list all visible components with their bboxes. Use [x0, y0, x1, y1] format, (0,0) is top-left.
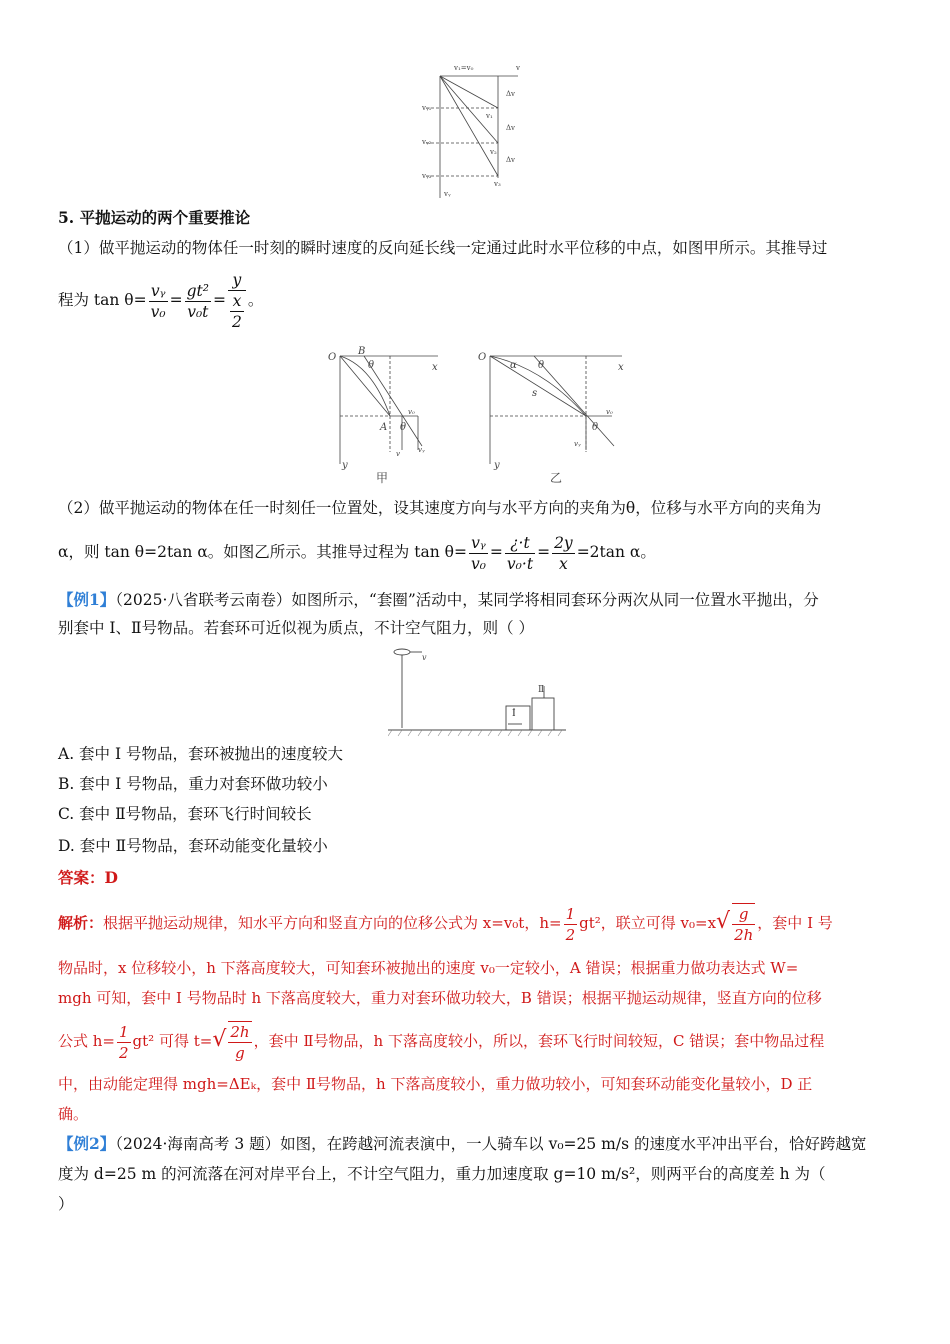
analysis-line6: 确。 [58, 1105, 89, 1123]
label-v2: v₂ [490, 148, 497, 156]
option-b: B. 套中 Ⅰ 号物品，重力对套环做功较小 [58, 775, 328, 793]
svg-text:θ: θ [538, 360, 545, 371]
example1-line2: 别套中 Ⅰ、Ⅱ号物品。若套环可近似视为质点，不计空气阻力，则（ ） [58, 619, 535, 637]
example1-tag: 【例1】 [58, 590, 116, 609]
frac-vy-v0: $\frac{\text{vᵧ}}{\text{v₀}}$ [150, 281, 166, 321]
fig-v-label: v [422, 653, 427, 662]
analysis-line4: 公式 h= $\frac{1}{2}$ gt² 可得 t=√ $\frac{2h}{g}$ ，套中 Ⅱ号物品，h 下落高度较小，所以，套环飞行时间较短，C 错误；套中物品过程 [58, 1022, 825, 1062]
analysis-line3: mgh 可知，套中 Ⅰ 号物品时 h 下落高度较大，重力对套环做功较大，B 错误；根据平抛运动规律，竖直方向的位移 [58, 989, 822, 1007]
label-v: v [516, 64, 520, 72]
svg-text:v₀: v₀ [606, 408, 613, 416]
p2-line1: （2）做平抛运动的物体在任一时刻任一位置处，设其速度方向与水平方向的夹角为θ，位移与水平方向的夹角为 [58, 499, 822, 517]
example1-line1: 【例1】（2025·八省联考云南卷）如图所示，“套圈”活动中，某同学将相同套环分两次从同一位置水平抛出，分 [58, 590, 819, 609]
svg-text:y: y [342, 460, 348, 471]
svg-text:A: A [380, 422, 388, 433]
fig-item-I-label: Ⅰ [512, 709, 516, 719]
option-c: C. 套中 Ⅱ号物品，套环飞行时间较长 [58, 805, 312, 823]
svg-text:x: x [432, 362, 438, 373]
option-a: A. 套中 Ⅰ 号物品，套环被抛出的速度较大 [58, 745, 344, 763]
label-v3: v₃ [494, 180, 501, 188]
analysis-sqrt-g-2h: $\frac{g}{2h}$ [734, 905, 754, 944]
label-v1-v0: v₁=v₀ [454, 64, 474, 72]
label-v1: v₁ [486, 112, 493, 120]
section-title: 5. 平抛运动的两个重要推论 [58, 208, 251, 227]
analysis-line1: 解析：根据平抛运动规律，知水平方向和竖直方向的位移公式为 x=v₀t，h= $\frac{1}{2}$ gt²，联立可得 v₀=x√ $\frac{g}{2h}$ ，套中 Ⅰ 号 [58, 904, 833, 944]
analysis-frac-half-2: $\frac{1}{2}$ [119, 1022, 129, 1062]
p2-frac3: $\frac{2y}{x}$ [554, 533, 573, 573]
svg-text:vᵧ: vᵧ [418, 446, 425, 454]
label-vy3: vᵧ₃ [422, 172, 432, 180]
figure-yi [474, 346, 630, 484]
label-vy: vᵧ [444, 190, 451, 198]
frac-y-x2: y x 2 [228, 270, 246, 332]
svg-text:v: v [396, 450, 400, 458]
caption-yi: 乙 [550, 471, 563, 484]
svg-text:v₀: v₀ [408, 408, 415, 416]
velocity-triangle-diagram [418, 58, 534, 200]
example2-line1: 【例2】（2024·海南高考 3 题）如图，在跨越河流表演中，一人骑车以 v₀=25 m/s 的速度水平冲出平台，恰好跨越宽 [58, 1134, 867, 1153]
svg-text:y: y [494, 460, 500, 471]
analysis-line5: 中，由动能定理得 mgh=ΔEₖ，套中 Ⅱ号物品，h 下落高度较小，重力做功较小，可知套环动能变化量较小，D 正 [58, 1075, 813, 1093]
caption-jia: 甲 [376, 471, 389, 484]
svg-text:vᵧ: vᵧ [574, 440, 581, 448]
svg-text:θ: θ [400, 422, 407, 433]
fig-item-II-label: Ⅱ [538, 685, 545, 695]
svg-text:B: B [358, 346, 366, 357]
svg-text:s: s [532, 388, 538, 399]
label-vy2: vᵧ₂ [422, 138, 432, 146]
answer: 答案：D [58, 868, 118, 887]
p1-prefix: 程为 tan θ= [58, 291, 147, 309]
svg-text:α: α [510, 360, 517, 371]
svg-text:θ: θ [592, 422, 599, 433]
label-dv-3: Δv [506, 156, 516, 164]
label-dv-1: Δv [506, 90, 516, 98]
p2-frac1: $\frac{\text{vᵧ}}{\text{v₀}}$ [470, 533, 486, 573]
ring-toss-figure [388, 646, 566, 738]
example2-line3: ） [58, 1195, 74, 1213]
analysis-frac-half: $\frac{1}{2}$ [565, 904, 576, 944]
svg-text:O: O [478, 352, 487, 363]
p2-frac2: $\frac{¿\cdot t}{\text{v₀·t}}$ [506, 533, 534, 573]
frac-gt2-v0t: $\frac{\text{gt²}}{\text{v₀t}}$ [186, 281, 209, 321]
option-d: D. 套中 Ⅱ号物品，套环动能变化量较小 [58, 837, 328, 855]
svg-text:θ: θ [368, 360, 375, 371]
svg-text:O: O [328, 352, 337, 363]
svg-text:x: x [618, 362, 624, 373]
p2-formula-line: α，则 tan θ=2tan α。如图乙所示。其推导过程为 tan θ= $\frac{\text{vᵧ}}{\text{v₀}}$ = $\frac{¿\cdot t}{\text{v₀·t}}$ = $\frac{2y}{x}$ =2tan α。 [58, 533, 656, 573]
example2-tag: 【例2】 [58, 1134, 116, 1153]
analysis-line2: 物品时，x 位移较小，h 下落高度较大，可知套环被抛出的速度 v₀一定较小，A 错误；根据重力做功表达式 W= [58, 959, 799, 977]
label-vy1: vᵧ₁ [422, 104, 432, 112]
analysis-sqrt-2h-g: $\frac{2h}{g}$ [230, 1023, 250, 1062]
figure-jia [322, 346, 448, 484]
p1-formula-line: 程为 tan θ= $\frac{\text{vᵧ}}{\text{v₀}}$ = $\frac{\text{gt²}}{\text{v₀t}}$ = y x 2 。 [58, 271, 264, 331]
example2-line2: 度为 d=25 m 的河流落在河对岸平台上，不计空气阻力，重力加速度取 g=10 m/s²，则两平台的高度差 h 为（ [58, 1165, 826, 1183]
label-dv-2: Δv [506, 124, 516, 132]
p1-line1: （1）做平抛运动的物体任一时刻的瞬时速度的反向延长线一定通过此时水平位移的中点，如图甲所示。其推导过 [58, 239, 828, 257]
